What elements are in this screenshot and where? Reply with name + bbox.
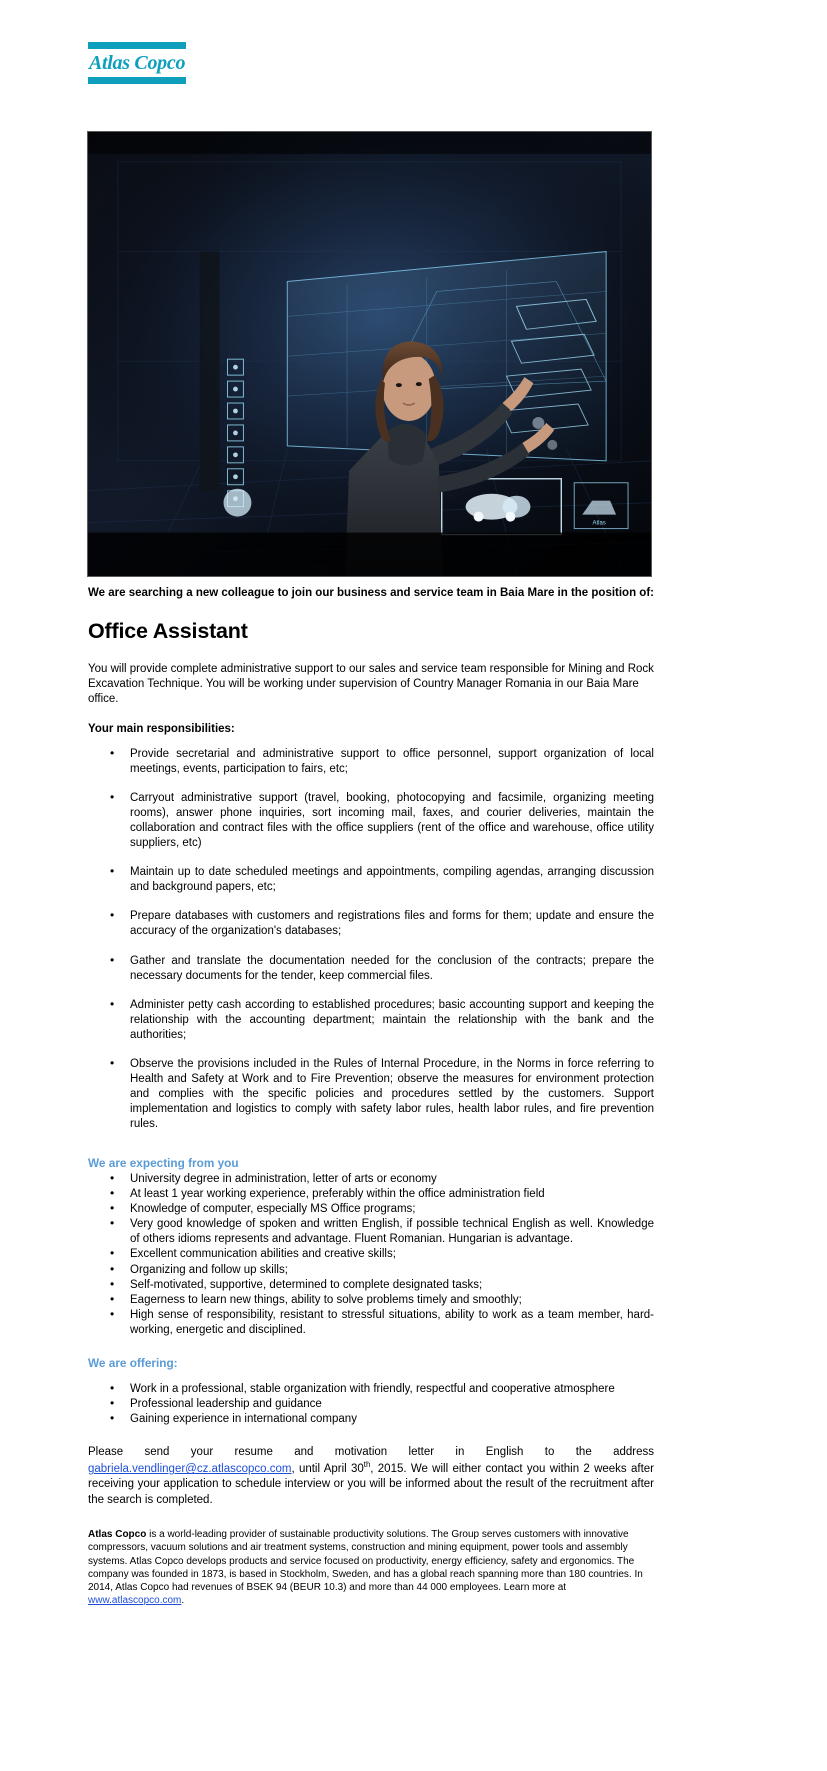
list-item: • Carryout administrative support (travel, booking, photocopying and facsimile, organizing meeting rooms), answer phone inquiries, sort incoming mail, faxes, and courier deliveries, maintain the collaboration and contract files with the office suppliers (rent of the office and warehouse, office utility suppliers, etc) [88, 791, 654, 851]
job-description: You will provide complete administrative support to our sales and service team responsible for Mining and Rock Excavation Technique. You will be working under supervision of Country Manager Romania in our Baia Mare office. [88, 662, 654, 705]
application-instructions [88, 1445, 654, 1508]
list-item: • Prepare databases with customers and registrations files and forms for them; update and ensure the accuracy of the organization's databases; [88, 909, 654, 939]
list-item: • University degree in administration, letter of arts or economy [88, 1172, 654, 1187]
list-item: • Gather and translate the documentation needed for the conclusion of the contracts; prepare the necessary documents for the tender, keep commercial files. [88, 954, 654, 984]
boilerplate-text: is a world-leading provider of sustainable productivity solutions. The Group serves customers with innovative compressors, vacuum solutions and air treatment systems, construction and mining equipment, power tools and assembly systems. Atlas Copco develops products and service focused on productivity, energy efficiency, safety and ergonomics. The company was founded in 1873, is based in Stockholm, Sweden, and has a global reach spanning more than 180 countries. In 2014, Atlas Copco had revenues of BSEK 94 (BEUR 10.3) and more than 44 000 employees. Learn more at [88, 1529, 643, 1594]
closing-text-before: Please send your resume and motivation letter in English to the address [88, 1446, 654, 1459]
offering-list [88, 1382, 654, 1427]
advert-body [88, 586, 654, 1608]
svg-text:Atlas: Atlas [592, 520, 606, 527]
boilerplate-period: . [181, 1595, 185, 1607]
list-item: • Eagerness to learn new things, ability to solve problems timely and smoothly; [88, 1293, 654, 1308]
list-item: • Observe the provisions included in the Rules of Internal Procedure, in the Norms in force referring to Health and Safety at Work and to Fire Prevention; observe the measures for environment protection and complies with the specific policies and procedures settled by the customers. Support implementation and logistics to comply with safety labor rules, health labor rules, and fire prevention rules. [88, 1057, 654, 1132]
closing-text-after: , 2015. We will either contact you within 2 weeks after receiving your application to schedule interview or you will be informed about the result of the recruitment after the search is completed. [88, 1463, 654, 1506]
list-item: • Professional leadership and guidance [88, 1397, 654, 1412]
closing-text-middle: , until April 30 [291, 1463, 364, 1476]
date-ordinal-suffix: th [363, 1460, 371, 1470]
responsibilities-list [88, 747, 654, 1132]
lead-paragraph: We are searching a new colleague to join our business and service team in Baia Mare in the position of: [88, 587, 654, 599]
list-item: • Knowledge of computer, especially MS Office programs; [88, 1202, 654, 1217]
expectations-heading: We are expecting from you [88, 1156, 239, 1171]
atlas-copco-logo [88, 42, 186, 84]
company-name: Atlas Copco [88, 1529, 147, 1540]
offering-heading: We are offering: [88, 1355, 178, 1370]
application-email-link[interactable]: gabriela.vendlinger@cz.atlascopco.com [88, 1463, 292, 1476]
company-website-link[interactable]: www.atlascopco.com [88, 1595, 182, 1607]
logo-wordmark: Atlas Copco [89, 52, 186, 74]
list-item: • Provide secretarial and administrative support to office personnel, support organization of local meetings, events, participation to fairs, etc; [88, 747, 654, 777]
list-item: • High sense of responsibility, resistant to stressful situations, ability to work as a team member, hard-working, energetic and disciplined. [88, 1308, 654, 1338]
company-boilerplate [88, 1528, 654, 1608]
list-item: • Work in a professional, stable organization with friendly, respectful and cooperative atmosphere [88, 1382, 654, 1397]
list-item: • Maintain up to date scheduled meetings and appointments, compiling agendas, arranging discussion and background papers, etc; [88, 865, 654, 895]
list-item: • Excellent communication abilities and creative skills; [88, 1247, 654, 1262]
hero-image [87, 131, 652, 577]
list-item: • Administer petty cash according to established procedures; basic accounting support and keeping the relationship with the accounting department; maintain the relationship with the bank and the authorities; [88, 998, 654, 1043]
list-item: • Very good knowledge of spoken and written English, if possible technical English as well. Knowledge of others idioms represents and advantage. Fluent Romanian. Hungarian is advantage. [88, 1217, 654, 1247]
hero-illustration [88, 132, 651, 576]
list-item: • Organizing and follow up skills; [88, 1263, 654, 1278]
responsibilities-heading: Your main responsibilities: [88, 722, 235, 735]
logo-bottom-bar [88, 77, 186, 84]
list-item: • Self-motivated, supportive, determined to complete designated tasks; [88, 1278, 654, 1293]
list-item: • Gaining experience in international company [88, 1412, 654, 1427]
expectations-list [88, 1172, 654, 1338]
logo-top-bar [88, 42, 186, 49]
page-title: Office Assistant [88, 618, 248, 643]
list-item: • At least 1 year working experience, preferably within the office administration field [88, 1187, 654, 1202]
